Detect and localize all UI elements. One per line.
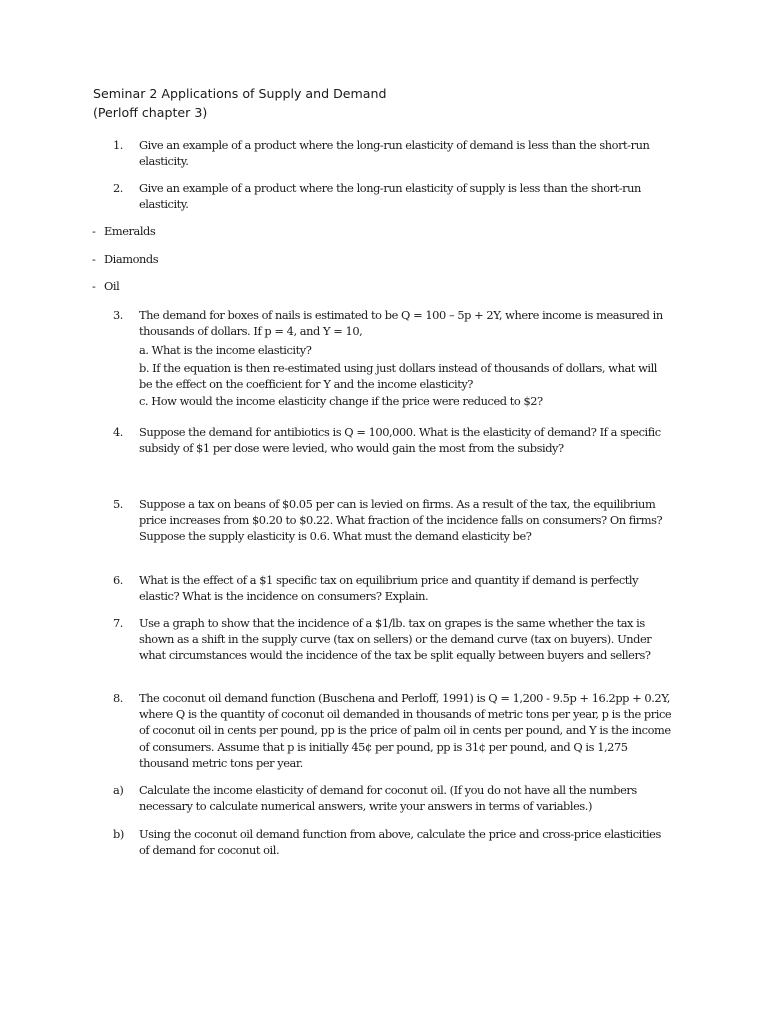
answer-item (92, 251, 158, 267)
question-text: The demand for boxes of nails is estimated to be Q = 100 – 5p + 2Y, where income is measured in thousands of dollars. If p = 4, and Y = 10, (139, 308, 663, 339)
question-text: Give an example of a product where the long-run elasticity of demand is less than the short-run elasticity. (139, 138, 650, 169)
question-part: a. What is the income elasticity? (139, 343, 312, 358)
question-2 (113, 180, 673, 212)
answer-text: Diamonds (104, 252, 159, 266)
question-4 (113, 424, 673, 456)
question-number: 8. (113, 691, 123, 705)
list-dash: - (92, 279, 96, 293)
document-title: Seminar 2 Applications of Supply and Demand (93, 86, 387, 101)
question-5 (113, 496, 673, 545)
question-number: 1. (113, 138, 123, 152)
answer-text: Oil (104, 279, 120, 293)
question-text: Suppose the demand for antibiotics is Q = 100,000. What is the elasticity of demand? If a specific subsidy of $1 per dose were levied, who would gain the most from the subsidy? (139, 425, 661, 456)
question-number: 5. (113, 497, 123, 511)
question-number: b) (113, 827, 124, 841)
question-number: 4. (113, 425, 123, 439)
question-text: Calculate the income elasticity of demand for coconut oil. (If you do not have all the numbers necessary to calculate numerical answers, write your answers in terms of variables.) (139, 783, 637, 814)
question-text: Give an example of a product where the long-run elasticity of supply is less than the short-run elasticity. (139, 181, 641, 212)
question-text: The coconut oil demand function (Buschena and Perloff, 1991) is Q = 1,200 - 9.5p + 16.2pp + 0.2Y, where Q is the quantity of coconut oil demanded in thousands of metric tons per year, p is the price of coconut oil in cents per pound, pp is the price of palm oil in cents per pound, and Y is the income of consumers. Assume that p is initially 45¢ per pound, pp is 31¢ per pound, and Q is 1,275 thousand metric tons per year. (139, 691, 672, 770)
answer-item (92, 223, 155, 239)
question-1 (113, 137, 673, 169)
question-8 (113, 690, 673, 771)
document-subtitle: (Perloff chapter 3) (93, 105, 208, 120)
question-8a (113, 782, 673, 814)
question-text: What is the effect of a $1 specific tax on equilibrium price and quantity if demand is perfectly elastic? What is the incidence on consumers? Explain. (139, 573, 639, 604)
question-text: Suppose a tax on beans of $0.05 per can is levied on firms. As a result of the tax, the equilibrium price increases from $0.20 to $0.22. What fraction of the incidence falls on consumers? On firms? Suppose the supply elasticity is 0.6. What must the demand elasticity be? (139, 497, 663, 544)
question-6 (113, 572, 673, 604)
question-number: a) (113, 783, 124, 797)
question-8b (113, 826, 673, 858)
question-part: c. How would the income elasticity change if the price were reduced to $2? (139, 394, 543, 409)
question-text: Use a graph to show that the incidence of a $1/lb. tax on grapes is the same whether the tax is shown as a shift in the supply curve (tax on sellers) or the demand curve (tax on buyers). Under what circumstances would the incidence of the tax be split equally between buyers and sellers? (139, 616, 652, 663)
question-number: 6. (113, 573, 123, 587)
question-number: 2. (113, 181, 123, 195)
list-dash: - (92, 252, 96, 266)
question-text: Using the coconut oil demand function from above, calculate the price and cross-price elasticities of demand for coconut oil. (139, 827, 661, 858)
question-number: 7. (113, 616, 123, 630)
question-part: b. If the equation is then re-estimated using just dollars instead of thousands of dollars, what will be the effect on the coefficient for Y and the income elasticity? (139, 360, 657, 391)
question-3 (113, 307, 673, 409)
question-7 (113, 615, 673, 664)
list-dash: - (92, 224, 96, 238)
answer-text: Emeralds (104, 224, 156, 238)
question-number: 3. (113, 308, 123, 322)
answer-item (92, 278, 119, 294)
